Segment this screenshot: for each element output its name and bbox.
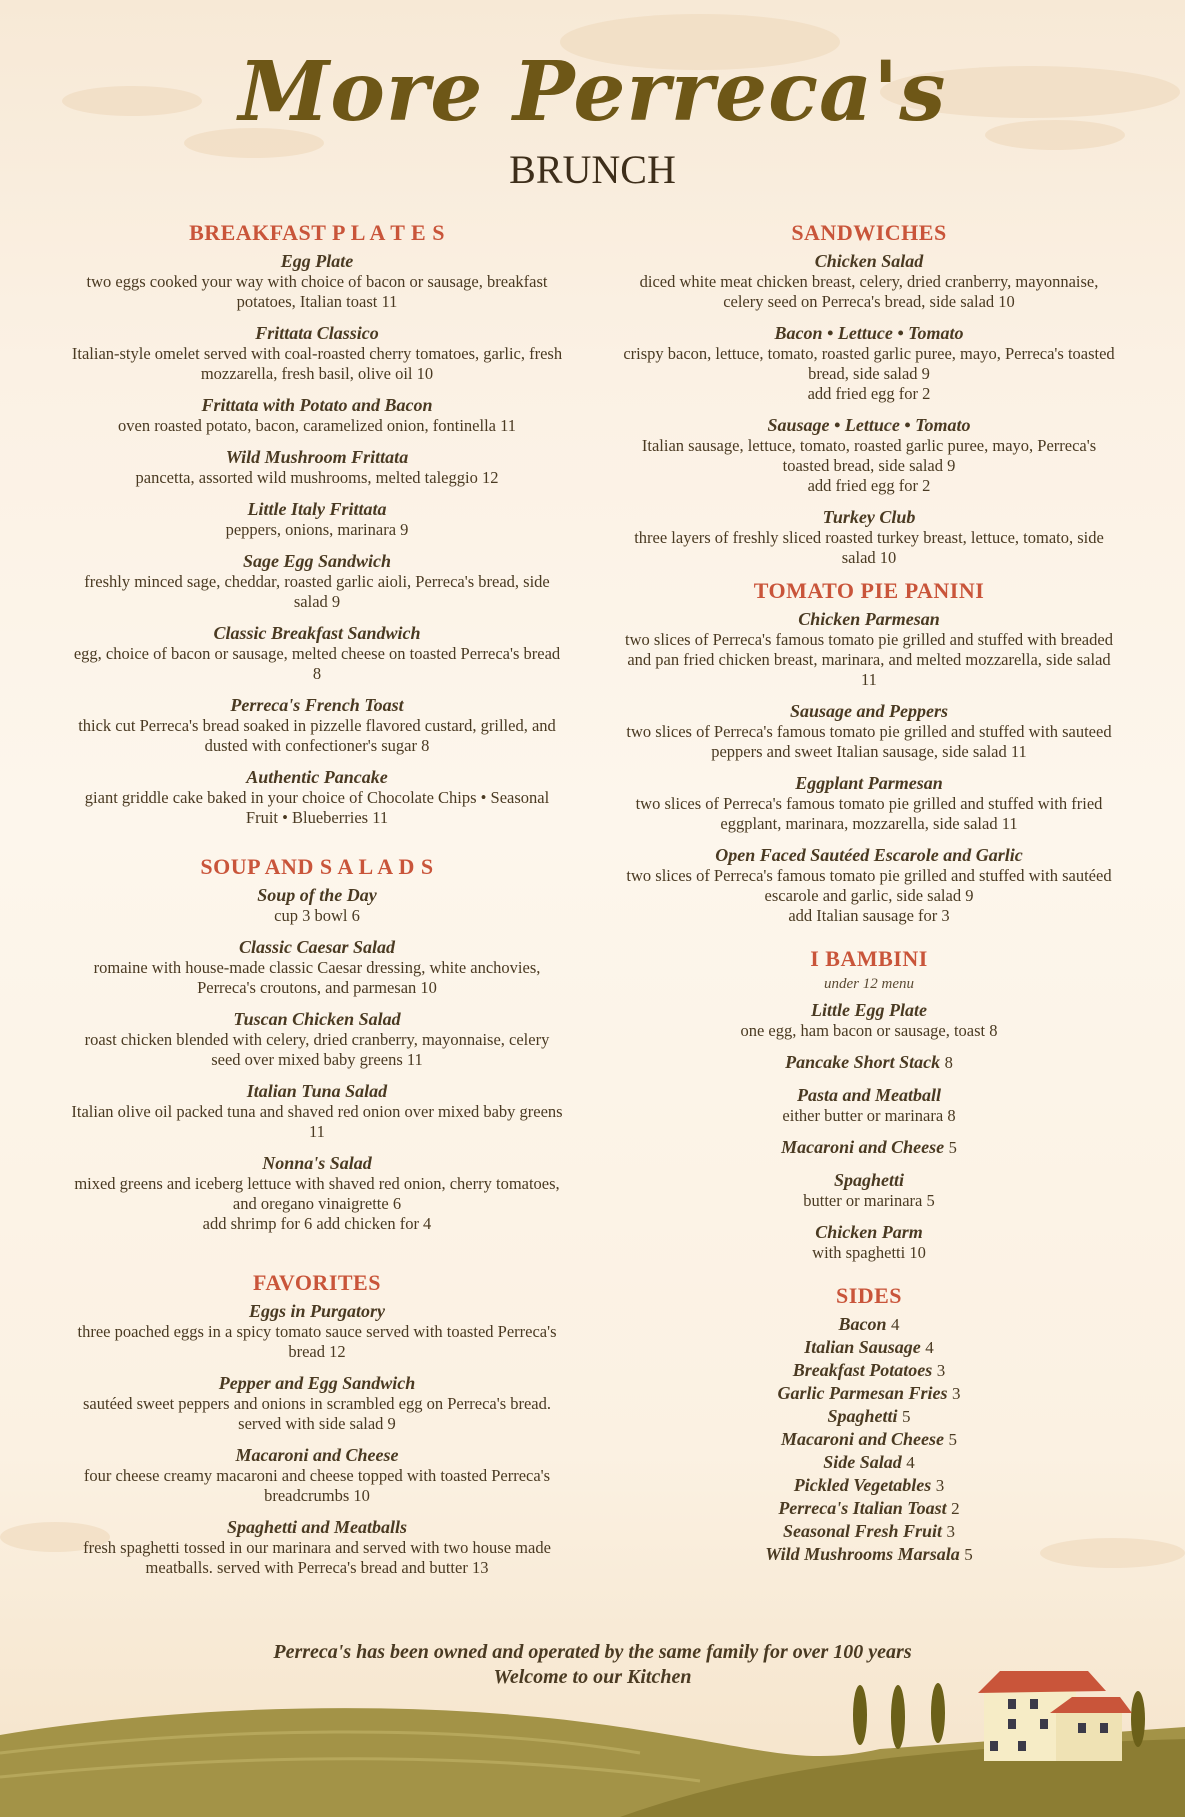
menu-item-addon: add Italian sausage for 3 [788,906,950,925]
section-title: BREAKFAST P L A T E S [189,220,445,245]
menu-item [618,700,1120,762]
menu-item [618,250,1120,312]
menu-item-name-text: Wild Mushroom Frittata [225,447,409,467]
menu-item [618,1221,1120,1263]
side-item-price: 2 [951,1499,960,1518]
menu-item-description: pancetta, assorted wild mushrooms, melted taleggio 12 [135,468,499,487]
side-item-price: 3 [946,1522,956,1541]
side-item-price: 3 [935,1476,945,1495]
menu-item-addon: add shrimp for 6 add chicken for 4 [202,1214,432,1233]
menu-item-name [68,446,566,468]
menu-item-name [68,498,566,520]
menu-item-name [618,1136,1120,1159]
menu-item-name-text: Open Faced Sautéed Escarole and Garlic [715,845,1023,865]
menu-item-name-text: Sage Egg Sandwich [242,551,392,571]
menu-item [68,1444,566,1506]
section-title: SANDWICHES [791,220,947,245]
menu-item-description: roast chicken blended with celery, dried cranberry, mayonnaise, celery seed over mixed baby greens 11 [84,1030,550,1069]
left-column [68,220,566,1588]
menu-item-name-text: Macaroni and Cheese [781,1137,945,1157]
menu-item [618,772,1120,834]
menu-item-name [618,1051,1120,1074]
menu-item-name [68,550,566,572]
menu-item-name [618,1169,1120,1191]
side-item-price: 4 [906,1453,915,1472]
menu-item-description: with spaghetti 10 [812,1243,926,1262]
menu-item [68,1300,566,1362]
menu-item-price: 5 [948,1138,957,1157]
menu-item [68,1516,566,1578]
menu-item-description: cup 3 bowl 6 [274,906,360,925]
menu-item-name-text: Nonna's Salad [262,1153,372,1173]
side-item [618,1313,1120,1336]
menu-item-name [68,1080,566,1102]
menu-item-description: fresh spaghetti tossed in our marinara and served with two house made meatballs. served with Perreca's bread and butter 13 [83,1538,551,1577]
side-item-price: 5 [964,1545,973,1564]
menu-item-name-text: Perreca's French Toast [230,695,404,715]
menu-section [68,854,566,1234]
cypress-tree [891,1685,905,1749]
side-item-price: 3 [936,1361,946,1380]
menu-item [68,694,566,756]
menu-item-name [68,250,566,272]
menu-item-description: four cheese creamy macaroni and cheese topped with toasted Perreca's breadcrumbs 10 [83,1466,551,1505]
section-title: FAVORITES [253,1270,381,1295]
menu-item-description: three layers of freshly sliced roasted turkey breast, lettuce, tomato, side salad 10 [634,528,1104,567]
footer-welcome: Welcome to our Kitchen [493,1666,692,1688]
menu-item [68,446,566,488]
menu-item-name [68,1444,566,1466]
side-item-name: Seasonal Fresh Fruit [782,1521,943,1541]
menu-item-name [618,608,1120,630]
menu-item-name [68,694,566,716]
menu-item-description: Italian sausage, lettuce, tomato, roasted garlic puree, mayo, Perreca's toasted bread, side salad 9 [641,436,1097,475]
menu-item-description: giant griddle cake baked in your choice of Chocolate Chips • Seasonal Fruit • Blueberries 11 [84,788,550,827]
menu-item-description: crispy bacon, lettuce, tomato, roasted garlic puree, mayo, Perreca's toasted bread, side salad 9 [623,344,1115,383]
menu-item [618,1084,1120,1126]
menu-item [618,322,1120,404]
section-title: SOUP AND S A L A D S [200,854,434,879]
menu-item-description: two slices of Perreca's famous tomato pie grilled and stuffed with breaded and pan fried chicken breast, marinara, and melted mozzarella, side salad 11 [625,630,1113,689]
menu-item-name-text: Authentic Pancake [246,767,388,787]
menu-item-name-text: Frittata Classico [255,323,379,343]
menu-item-name [618,250,1120,272]
menu-item-name [618,844,1120,866]
section-title: SIDES [835,1283,903,1308]
side-item [618,1428,1120,1451]
menu-item-description: two slices of Perreca's famous tomato pie grilled and stuffed with sautéed escarole and garlic, side salad 9 [626,866,1112,905]
side-item-price: 5 [902,1407,911,1426]
menu-section [68,220,566,828]
menu-item [68,394,566,436]
menu-item-name-text: Sausage • Lettuce • Tomato [767,415,971,435]
menu-item-name [68,1152,566,1174]
menu-item-price: 8 [944,1053,953,1072]
menu-subtitle: BRUNCH [509,147,676,192]
menu-item [68,322,566,384]
menu-item-description: mixed greens and iceberg lettuce with shaved red onion, cherry tomatoes, and oregano vinaigrette 6 [74,1174,560,1213]
menu-item-name [68,1516,566,1538]
side-item-name: Pickled Vegetables [793,1475,932,1495]
section-title: I BAMBINI [810,946,928,971]
side-item [618,1497,1120,1520]
side-item-price: 4 [925,1338,934,1357]
menu-item-name [68,1372,566,1394]
menu-item-name-text: Chicken Salad [814,251,924,271]
menu-item-description: peppers, onions, marinara 9 [225,520,409,539]
menu-item [618,1051,1120,1074]
menu-item-description: two eggs cooked your way with choice of bacon or sausage, breakfast potatoes, Italian toast 11 [86,272,548,311]
menu-item-name [618,506,1120,528]
menu-item-description: egg, choice of bacon or sausage, melted cheese on toasted Perreca's bread 8 [73,644,561,683]
side-item-name: Wild Mushrooms Marsala [765,1544,960,1564]
side-item [618,1405,1120,1428]
menu-item-description: thick cut Perreca's bread soaked in pizzelle flavored custard, grilled, and dusted with confectioner's sugar 8 [78,716,556,755]
menu-item-name [68,766,566,788]
menu-item-name [68,884,566,906]
menu-item-name-text: Frittata with Potato and Bacon [201,395,433,415]
side-item [618,1543,1120,1566]
menu-item [68,766,566,828]
side-item-name: Spaghetti [827,1406,898,1426]
side-item [618,1336,1120,1359]
side-item [618,1520,1120,1543]
menu-item-name-text: Pancake Short Stack [785,1052,941,1072]
menu-item-name-text: Sausage and Peppers [789,701,948,721]
farmhouse [978,1671,1132,1761]
menu-item-name-text: Turkey Club [822,507,916,527]
menu-item-name-text: Spaghetti [833,1170,904,1190]
menu-item [618,844,1120,926]
menu-item-name [68,322,566,344]
menu-section [68,1270,566,1578]
menu-item [68,1008,566,1070]
menu-item-name-text: Classic Breakfast Sandwich [213,623,421,643]
menu-item [68,622,566,684]
menu-item [618,506,1120,568]
menu-item-name-text: Eggs in Purgatory [248,1301,386,1321]
menu-item-description: two slices of Perreca's famous tomato pie grilled and stuffed with sauteed peppers and sweet Italian sausage, side salad 11 [626,722,1112,761]
side-item-name: Side Salad [823,1452,902,1472]
menu-item-description: one egg, ham bacon or sausage, toast 8 [740,1021,998,1040]
menu-item-name [618,772,1120,794]
menu-item-name-text: Little Italy Frittata [247,499,387,519]
side-item [618,1359,1120,1382]
menu-item-description: Italian-style omelet served with coal-roasted cherry tomatoes, garlic, fresh mozzarella, fresh basil, olive oil 10 [71,344,563,383]
menu-item-name-text: Bacon • Lettuce • Tomato [774,323,964,343]
menu-item-name [68,1300,566,1322]
menu-item-name [618,1221,1120,1243]
menu-item [68,250,566,312]
menu-item-name-text: Chicken Parm [815,1222,923,1242]
menu-item [618,414,1120,496]
menu-section [618,578,1120,926]
menu-item-description: two slices of Perreca's famous tomato pie grilled and stuffed with fried eggplant, marinara, mozzarella, side salad 11 [635,794,1103,833]
menu-item-name-text: Spaghetti and Meatballs [226,1517,408,1537]
menu-item-name-text: Egg Plate [280,251,354,271]
side-item-name: Garlic Parmesan Fries [777,1383,948,1403]
menu-item-description: diced white meat chicken breast, celery, dried cranberry, mayonnaise, celery seed on Perreca's bread, side salad 10 [639,272,1099,311]
cypress-tree [853,1685,867,1745]
menu-item [68,550,566,612]
menu-item-name [68,394,566,416]
side-item-name: Bacon [838,1314,887,1334]
menu-item-name [68,936,566,958]
menu-item-description: butter or marinara 5 [803,1191,935,1210]
menu-item [618,1169,1120,1211]
menu-item-description: oven roasted potato, bacon, caramelized onion, fontinella 11 [118,416,516,435]
menu-item-description: romaine with house-made classic Caesar dressing, white anchovies, Perreca's croutons, and parmesan 10 [93,958,541,997]
section-title: TOMATO PIE PANINI [753,578,985,603]
side-item [618,1474,1120,1497]
side-item-price: 4 [891,1315,900,1334]
side-item-price: 5 [948,1430,957,1449]
menu-item-name [618,1084,1120,1106]
menu-section [618,220,1120,568]
footer-history: Perreca's has been owned and operated by the same family for over 100 years [273,1641,912,1663]
menu-item-name-text: Macaroni and Cheese [235,1445,399,1465]
menu-item [68,936,566,998]
menu-item-name-text: Pasta and Meatball [796,1085,941,1105]
menu-item-name-text: Soup of the Day [257,885,377,905]
menu-item [618,1136,1120,1159]
menu-item [68,1372,566,1434]
menu-item [618,999,1120,1041]
restaurant-title: More Perreca's [238,44,947,140]
menu-item [68,1080,566,1142]
menu-item-name [68,622,566,644]
side-item-price: 3 [952,1384,961,1403]
menu-item-name-text: Tuscan Chicken Salad [233,1009,401,1029]
side-item-name: Breakfast Potatoes [792,1360,933,1380]
side-item-name: Perreca's Italian Toast [778,1498,947,1518]
menu-item-name [618,999,1120,1021]
menu-item-name-text: Little Egg Plate [811,1000,927,1020]
menu-item-name-text: Eggplant Parmesan [795,773,943,793]
menu-section [618,946,1120,1263]
side-item [618,1382,1120,1405]
menu-item-name [68,1008,566,1030]
menu-item-description: either butter or marinara 8 [782,1106,956,1125]
menu-item-name-text: Italian Tuna Salad [246,1081,388,1101]
side-item-name: Macaroni and Cheese [780,1429,944,1449]
menu-item-name-text: Pepper and Egg Sandwich [218,1373,416,1393]
menu-item [68,498,566,540]
menu-item-addon: add fried egg for 2 [807,384,931,403]
side-item-name: Italian Sausage [804,1337,921,1357]
section-note: under 12 menu [824,976,914,992]
tuscan-landscape-illustration [0,1657,1185,1817]
menu-item-description: Italian olive oil packed tuna and shaved red onion over mixed baby greens 11 [71,1102,563,1141]
side-item [618,1451,1120,1474]
menu-item-name-text: Classic Caesar Salad [238,937,396,957]
menu-item-description: sautéed sweet peppers and onions in scrambled egg on Perreca's bread. served with side salad 9 [82,1394,552,1433]
menu-item-name [618,414,1120,436]
menu-item-description: freshly minced sage, cheddar, roasted garlic aioli, Perreca's bread, side salad 9 [84,572,550,611]
cypress-tree [931,1683,945,1743]
menu-section [618,1283,1120,1566]
menu-item-name-text: Chicken Parmesan [798,609,940,629]
menu-item-addon: add fried egg for 2 [807,476,931,495]
menu-item-name [618,322,1120,344]
menu-item-name [618,700,1120,722]
menu-item [68,884,566,926]
menu-item [618,608,1120,690]
cypress-tree [1131,1691,1145,1747]
right-column [618,220,1120,1566]
menu-item-description: three poached eggs in a spicy tomato sauce served with toasted Perreca's bread 12 [77,1322,557,1361]
menu-item [68,1152,566,1234]
